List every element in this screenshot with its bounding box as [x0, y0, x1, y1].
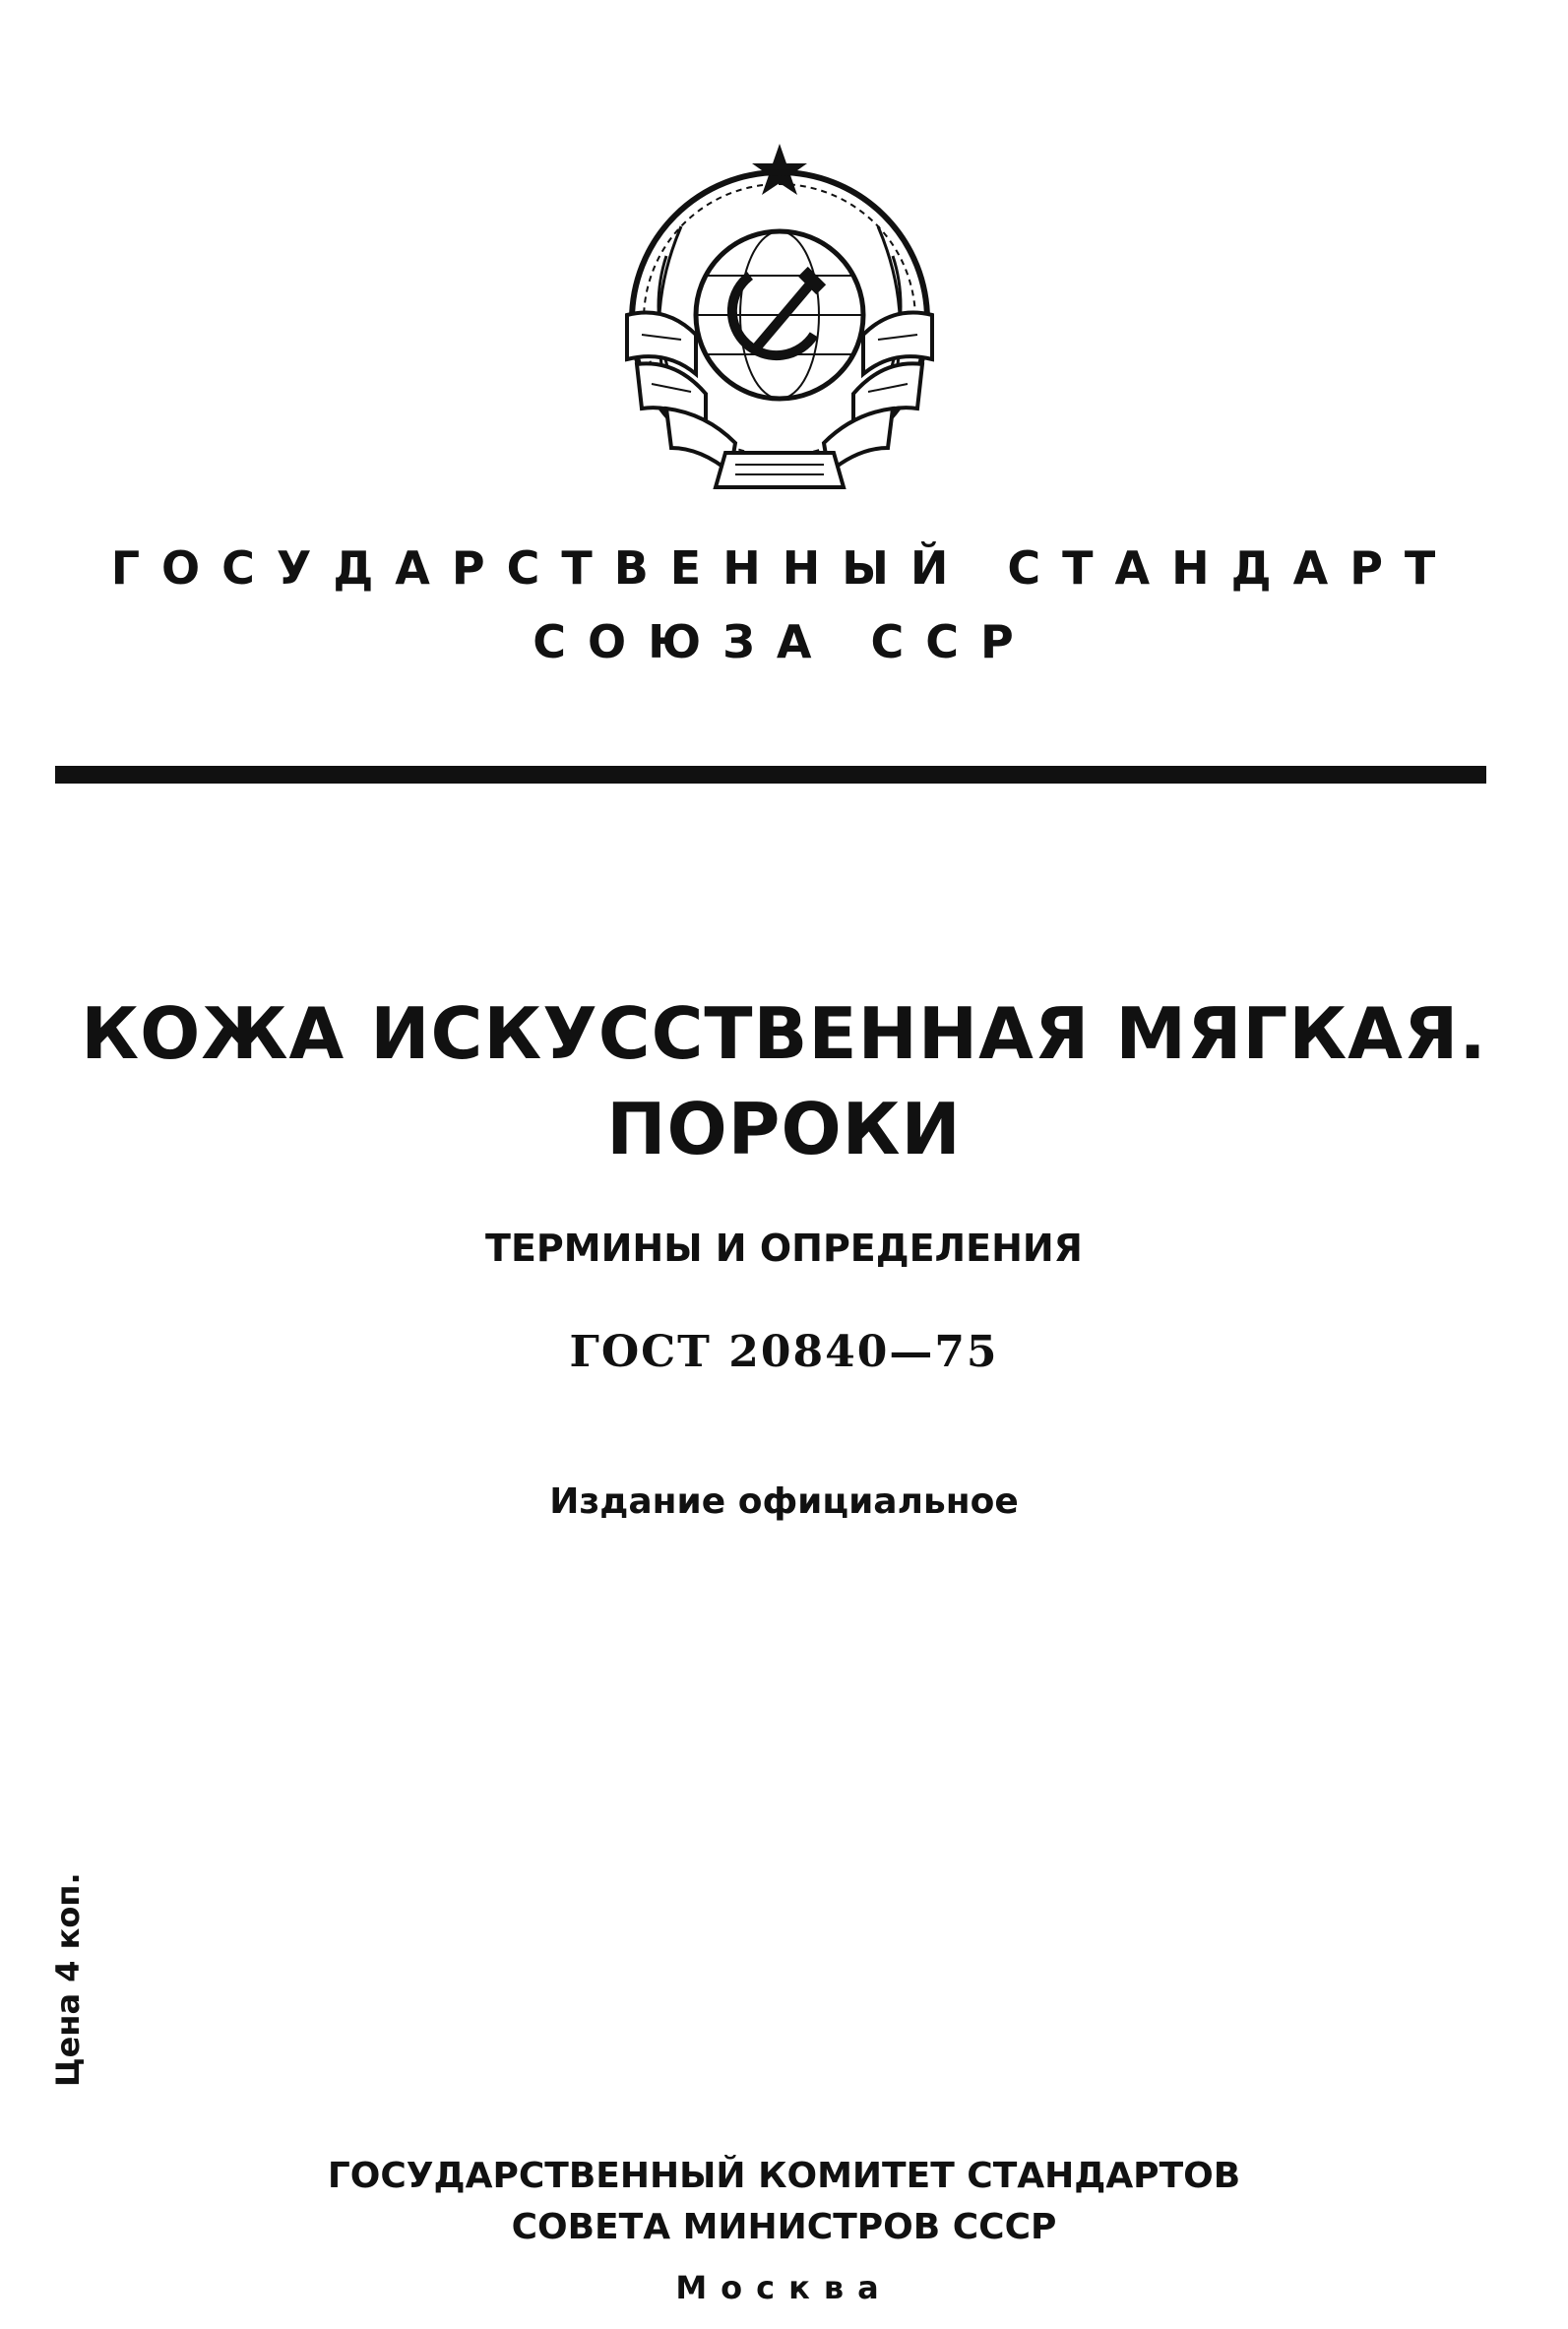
publisher-line2: СОВЕТА МИНИСТРОВ СССР	[511, 2207, 1057, 2247]
document-subtitle: ТЕРМИНЫ И ОПРЕДЕЛЕНИЯ	[485, 1227, 1083, 1270]
horizontal-divider	[55, 766, 1486, 784]
publisher-line1: ГОСУДАРСТВЕННЫЙ КОМИТЕТ СТАНДАРТОВ	[327, 2156, 1241, 2196]
ussr-coat-of-arms-icon	[607, 138, 952, 502]
publication-city: Москва	[675, 2269, 893, 2306]
edition-note: Издание официальное	[549, 1481, 1019, 1522]
document-title-line1: КОЖА ИСКУССТВЕННАЯ МЯГКАЯ.	[81, 992, 1487, 1075]
document-title-line2: ПОРОКИ	[606, 1088, 962, 1170]
standard-header-line2: СОЮЗА ССР	[533, 615, 1035, 668]
price-label: Цена 4 коп.	[49, 1872, 87, 2087]
standard-number: ГОСТ 20840—75	[569, 1327, 999, 1377]
standard-header-line1: ГОСУДАРСТВЕННЫЙ СТАНДАРТ	[110, 541, 1458, 595]
